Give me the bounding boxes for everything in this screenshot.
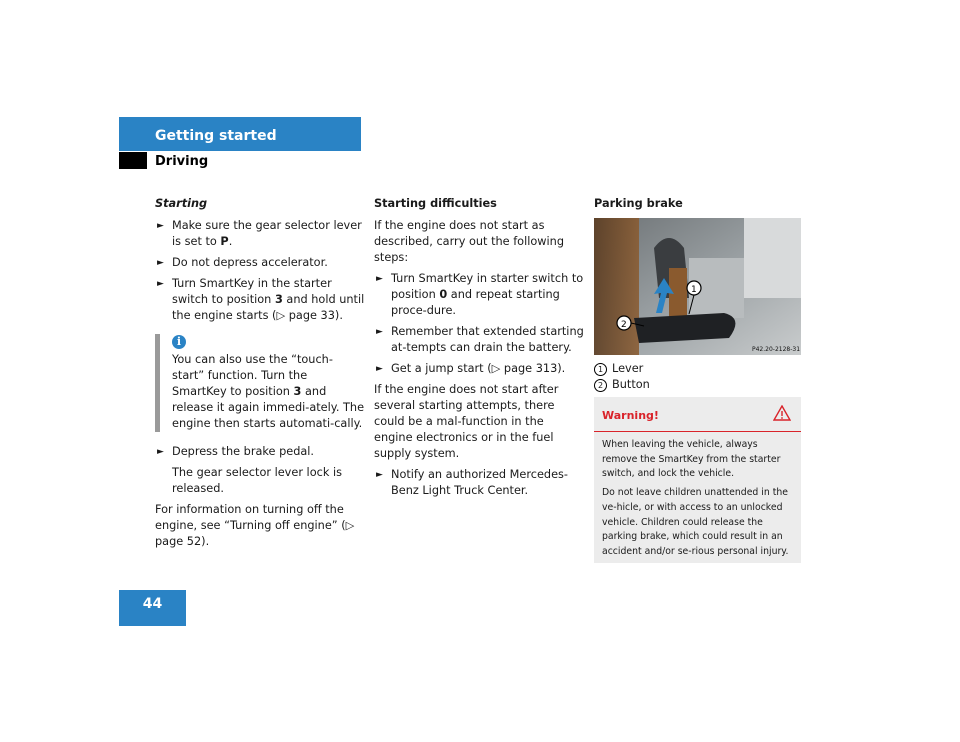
arrow-bullet-icon: ► [376, 274, 383, 284]
parking-brake-photo [594, 218, 801, 355]
list-item [155, 276, 365, 324]
warning-triangle-icon [773, 405, 791, 421]
bullet-text-4: Notify an authorized Mercedes-Benz Light Truck Center. [391, 468, 569, 497]
arrow-bullet-icon: ► [376, 327, 383, 337]
arrow-bullet-icon: ► [157, 221, 164, 231]
arrow-bullet-icon: ► [376, 470, 383, 480]
warning-body [594, 432, 801, 560]
bullet-text-1: Turn SmartKey in starter switch to position 0 and repeat starting proce-dure. [391, 272, 584, 317]
warning-box [594, 397, 801, 563]
heading-difficulties: Starting difficulties [374, 197, 497, 210]
legend-item-lever [594, 361, 802, 377]
callout-number: 2 [594, 379, 607, 392]
list-item [155, 444, 365, 460]
closing-text: For information on turning off the engine, see “Turning off engine” (▷ page 52). [155, 503, 355, 548]
section-title: Getting started [155, 128, 277, 144]
column-starting [155, 196, 365, 555]
callout-number: 1 [594, 363, 607, 376]
list-item [155, 218, 365, 250]
note-bar [155, 334, 160, 432]
photo-code: P42.20-2128-31 [752, 346, 801, 353]
column-parking-brake [594, 196, 802, 393]
bullet-text-2: Do not depress accelerator. [172, 256, 328, 269]
subsection-marker [119, 152, 147, 169]
info-note [155, 334, 365, 432]
list-item [374, 324, 584, 356]
paragraph: If the engine does not start after several starting attempts, there could be a mal-function in the engine electronics or in the fuel supply system. [374, 383, 559, 460]
bullet-text-1: Make sure the gear selector lever is set to P. [172, 219, 362, 248]
svg-text:1: 1 [691, 285, 697, 295]
heading-parking-brake: Parking brake [594, 197, 683, 210]
warning-header [594, 397, 801, 432]
svg-text:2: 2 [621, 320, 627, 330]
info-icon: i [172, 335, 186, 349]
legend-label: Lever [612, 362, 644, 375]
page-number: 44 [142, 596, 163, 612]
bullet-text-2: Remember that extended starting at-tempts can drain the battery. [391, 325, 584, 354]
bullet-text-4: Depress the brake pedal. [172, 445, 315, 458]
subsection-title: Driving [155, 154, 209, 169]
bullet-text-3: Turn SmartKey in the starter switch to position 3 and hold until the engine starts (▷ page 33). [172, 277, 365, 322]
note-text: You can also use the “touch-start” function. Turn the SmartKey to position 3 and release it again immedi-ately. The engine then starts automati-cally. [172, 353, 365, 430]
arrow-bullet-icon: ► [157, 258, 164, 268]
legend-label: Button [612, 378, 650, 391]
arrow-bullet-icon: ► [157, 447, 164, 457]
arrow-bullet-icon: ► [157, 279, 164, 289]
bullet-result: The gear selector lever lock is released. [172, 466, 342, 495]
heading-starting: Starting [155, 197, 208, 210]
intro-text: If the engine does not start as described, carry out the following steps: [374, 219, 564, 264]
bullet-text-3: Get a jump start (▷ page 313). [391, 362, 566, 375]
list-item [155, 255, 365, 271]
arrow-bullet-icon: ► [376, 364, 383, 374]
warning-text-2: Do not leave children unattended in the ve-hicle, or with access to an unlocked vehicle. Children could release the parking brake, which could result in an accident and/or se-rious personal injury. [602, 487, 789, 557]
column-difficulties [374, 196, 584, 504]
warning-text-1: When leaving the vehicle, always remove the SmartKey from the starter switch, and lock the vehicle. [602, 439, 781, 480]
list-item [374, 467, 584, 499]
list-item [374, 361, 584, 377]
list-item [374, 271, 584, 319]
warning-title: Warning! [602, 409, 659, 422]
legend-item-button [594, 377, 802, 393]
